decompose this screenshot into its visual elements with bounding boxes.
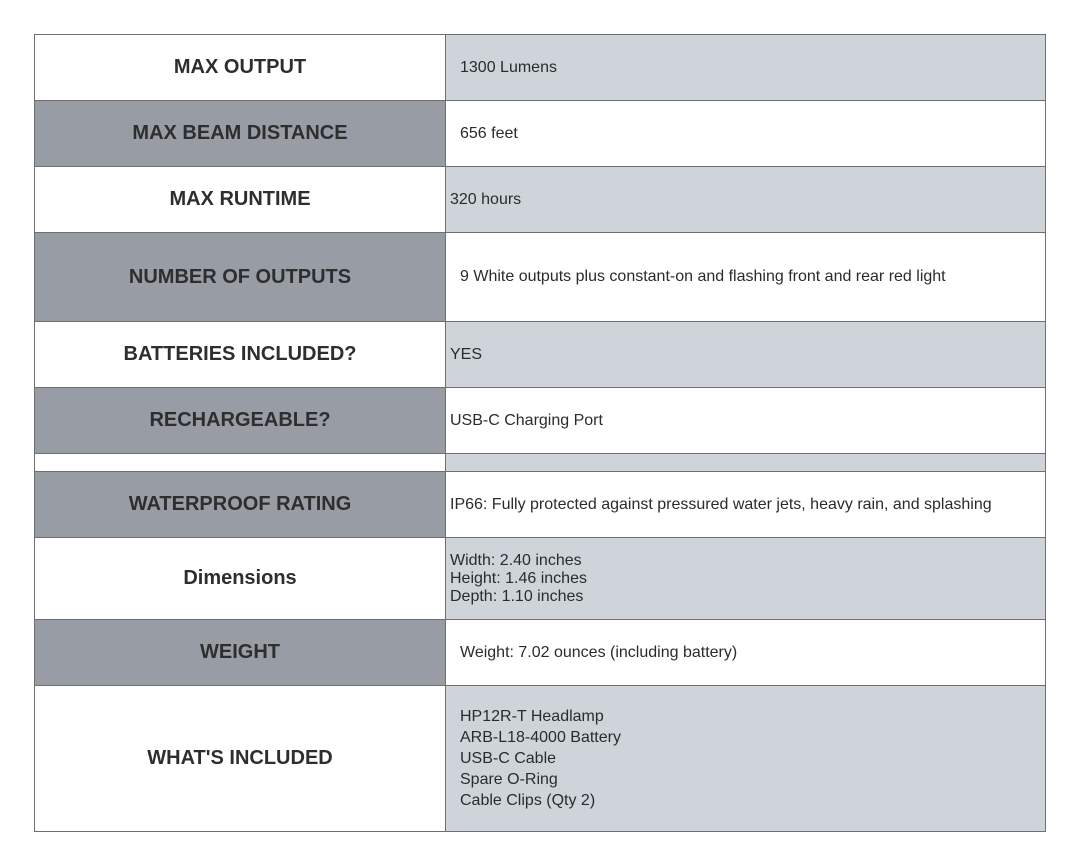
- spec-row-waterproof-rating: [35, 472, 1045, 538]
- spec-label: WEIGHT: [35, 620, 446, 685]
- spec-label: [35, 454, 446, 471]
- spec-value: [446, 101, 1045, 166]
- spec-value-line: Spare O-Ring: [460, 771, 558, 788]
- spec-value-line: 656 feet: [460, 124, 518, 142]
- spec-row-batteries-included: [35, 322, 1045, 388]
- spec-label: Dimensions: [35, 538, 446, 619]
- spec-label: MAX BEAM DISTANCE: [35, 101, 446, 166]
- spec-label: MAX OUTPUT: [35, 35, 446, 100]
- spec-label: WHAT'S INCLUDED: [35, 686, 446, 831]
- spec-row-spacer: [35, 454, 1045, 472]
- spec-value: [446, 167, 1045, 232]
- spec-row-max-beam-distance: [35, 101, 1045, 167]
- spec-row-rechargeable: [35, 388, 1045, 454]
- spec-value-line: Height: 1.46 inches: [450, 569, 587, 587]
- spec-value: [446, 454, 1045, 471]
- spec-row-weight: [35, 620, 1045, 686]
- spec-value-line: ARB-L18-4000 Battery: [460, 729, 621, 746]
- spec-value-line: Width: 2.40 inches: [450, 551, 582, 569]
- spec-value: [446, 233, 1045, 321]
- spec-label: NUMBER OF OUTPUTS: [35, 233, 446, 321]
- spec-row-dimensions: [35, 538, 1045, 620]
- spec-value-line: 320 hours: [450, 190, 522, 208]
- spec-value-line: Weight: 7.02 ounces (including battery): [460, 643, 738, 661]
- spec-value: [446, 388, 1045, 453]
- spec-table: [34, 34, 1046, 832]
- spec-value-line: 1300 Lumens: [460, 58, 557, 76]
- spec-value: [446, 620, 1045, 685]
- spec-row-number-of-outputs: [35, 233, 1045, 322]
- spec-value-line: IP66: Fully protected against pressured water jets, heavy rain, and splashing: [450, 495, 992, 513]
- spec-value-line: Cable Clips (Qty 2): [460, 792, 596, 809]
- spec-label: MAX RUNTIME: [35, 167, 446, 232]
- spec-label: BATTERIES INCLUDED?: [35, 322, 446, 387]
- spec-label: WATERPROOF RATING: [35, 472, 446, 537]
- spec-value: [446, 35, 1045, 100]
- spec-value-line: YES: [450, 345, 483, 363]
- spec-row-whats-included: [35, 686, 1045, 831]
- spec-value-line: 9 White outputs plus constant-on and flashing front and rear red light: [460, 268, 946, 285]
- spec-value-line: Depth: 1.10 inches: [450, 587, 584, 605]
- spec-label: RECHARGEABLE?: [35, 388, 446, 453]
- spec-value: [446, 686, 1045, 831]
- spec-value: [446, 472, 1045, 537]
- spec-row-max-output: [35, 35, 1045, 101]
- spec-row-max-runtime: [35, 167, 1045, 233]
- spec-value: [446, 322, 1045, 387]
- spec-value: [446, 538, 1045, 619]
- spec-value-line: HP12R-T Headlamp: [460, 708, 604, 725]
- spec-value-line: USB-C Cable: [460, 750, 557, 767]
- spec-value-line: USB-C Charging Port: [450, 411, 603, 429]
